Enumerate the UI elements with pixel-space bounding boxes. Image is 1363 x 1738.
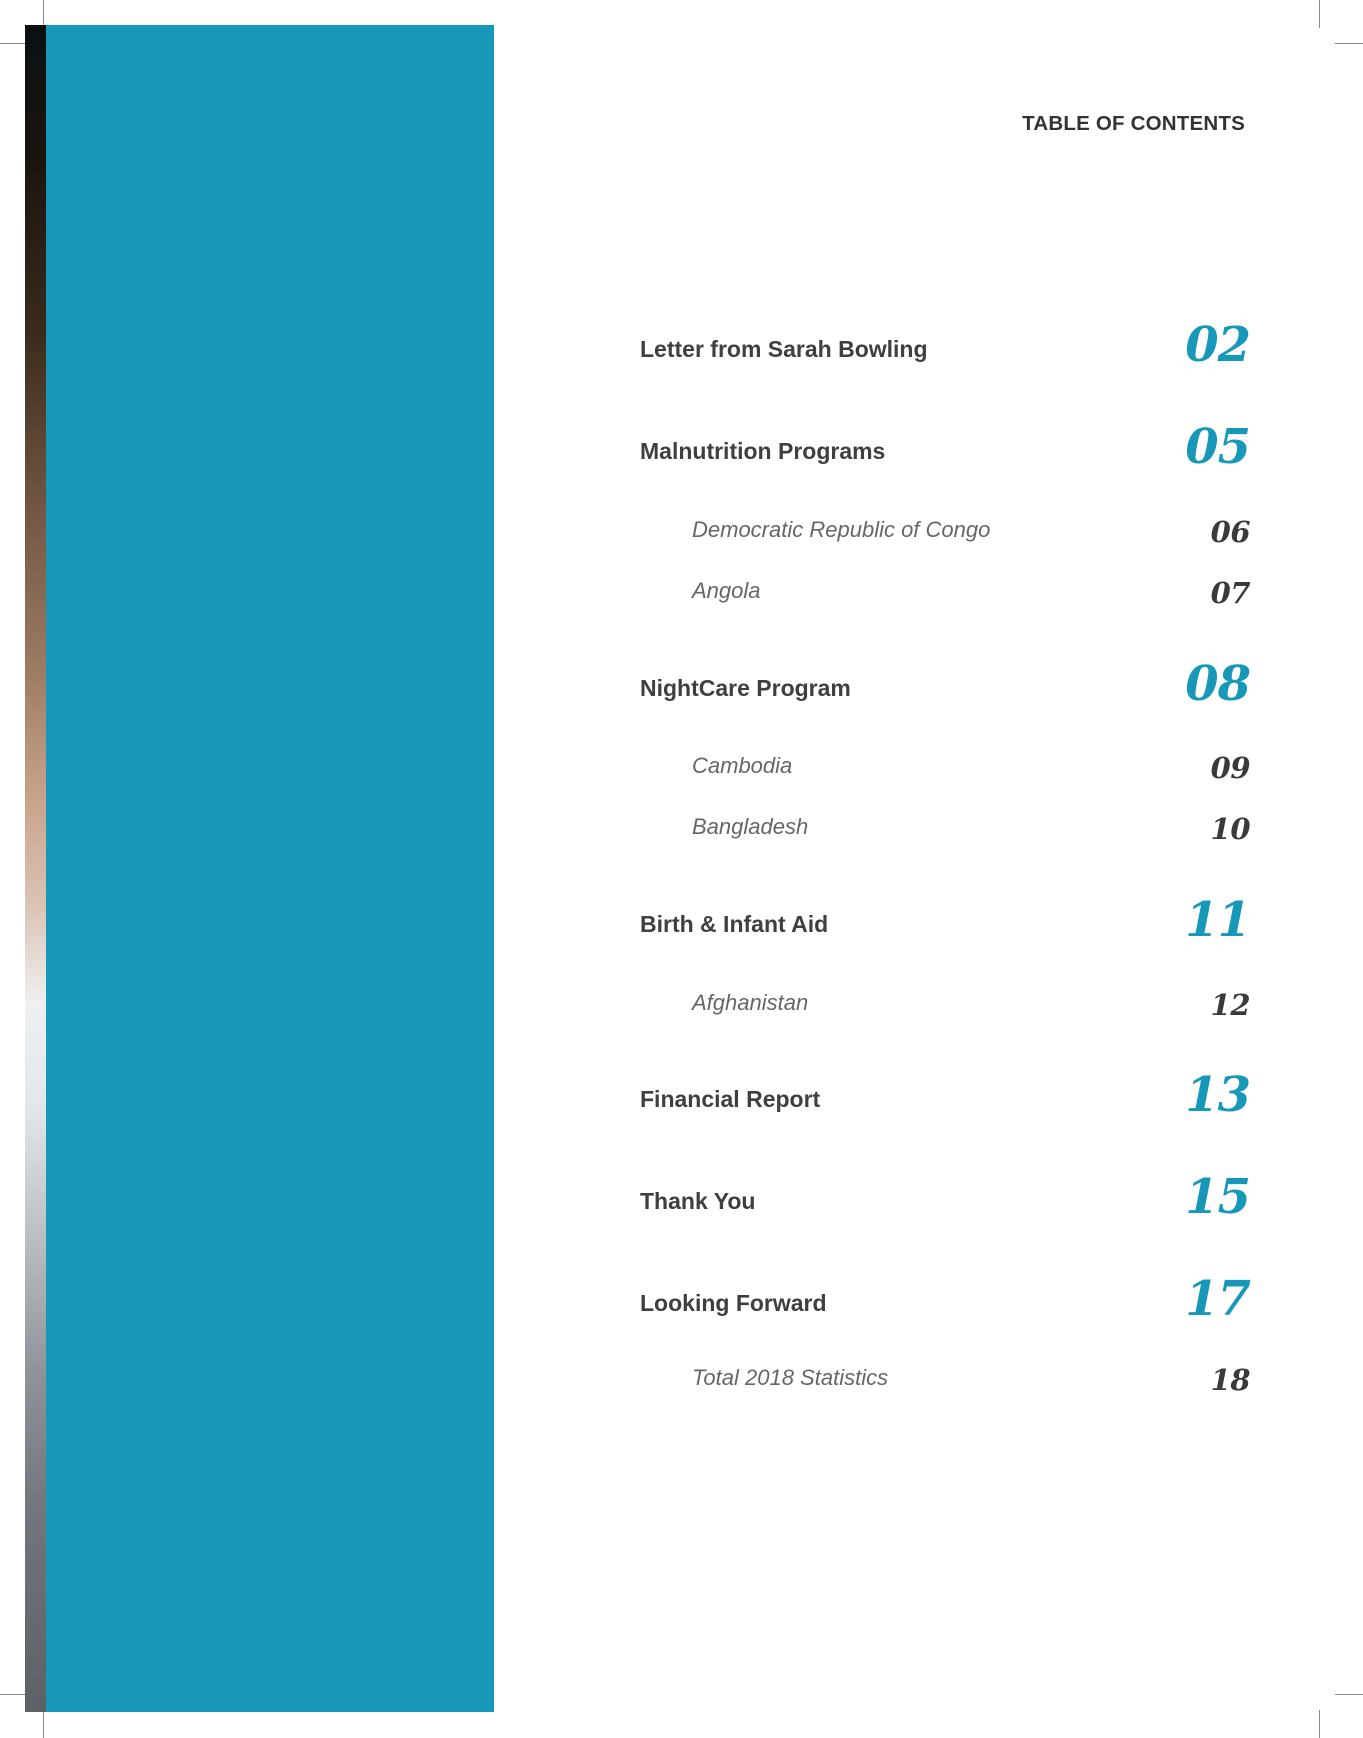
- toc-subentry-label: Cambodia: [692, 753, 793, 778]
- crop-mark-top-left-vertical: [43, 0, 44, 28]
- toc-subentry: [640, 729, 1250, 789]
- toc-subentry-label: Angola: [692, 578, 761, 603]
- toc-entry-label: Financial Report: [640, 1086, 821, 1112]
- toc-entry: [640, 1267, 1250, 1327]
- toc-subentry-label: Afghanistan: [692, 990, 809, 1015]
- toc-subentry: [640, 554, 1250, 614]
- photo-strip: [25, 25, 46, 1712]
- toc-entry: [640, 1165, 1250, 1225]
- toc-entry-page-number: 02: [1185, 317, 1250, 373]
- toc-subentry-page-number: 10: [1210, 812, 1250, 846]
- crop-mark-top-left-horizontal: [0, 43, 28, 44]
- toc-subentry-page-number: 12: [1210, 988, 1250, 1022]
- toc-entry: [640, 1063, 1250, 1123]
- toc-entry-page-number: 08: [1185, 656, 1250, 712]
- crop-mark-top-right-vertical: [1319, 0, 1320, 28]
- toc-subentry: [640, 493, 1250, 553]
- toc-subentry-label: Democratic Republic of Congo: [692, 517, 991, 542]
- toc-entry: [640, 313, 1250, 373]
- toc-entry-page-number: 17: [1185, 1271, 1250, 1327]
- crop-mark-bottom-left-vertical: [43, 1710, 44, 1738]
- toc-subentry: [640, 1341, 1250, 1401]
- page-title: TABLE OF CONTENTS: [1022, 112, 1245, 135]
- crop-mark-bottom-left-horizontal: [0, 1694, 28, 1695]
- teal-color-panel: [46, 25, 494, 1712]
- toc-subentry-label: Bangladesh: [692, 814, 809, 839]
- toc-entry: [640, 888, 1250, 948]
- crop-mark-bottom-right-horizontal: [1335, 1694, 1363, 1695]
- toc-entry-page-number: 11: [1185, 892, 1250, 948]
- toc-entry-page-number: 15: [1185, 1169, 1250, 1225]
- toc-subentry: [640, 966, 1250, 1026]
- toc-entry-label: Looking Forward: [640, 1290, 827, 1316]
- toc-entry: [640, 415, 1250, 475]
- toc-subentry-label: Total 2018 Statistics: [692, 1365, 889, 1390]
- crop-mark-top-right-horizontal: [1335, 43, 1363, 44]
- crop-mark-bottom-right-vertical: [1319, 1710, 1320, 1738]
- toc-subentry-page-number: 06: [1210, 515, 1250, 549]
- toc-entry: [640, 652, 1250, 712]
- toc-entry-label: NightCare Program: [640, 675, 851, 701]
- toc-subentry-page-number: 18: [1210, 1363, 1250, 1397]
- toc-entry-label: Malnutrition Programs: [640, 438, 886, 464]
- toc-entry-label: Birth & Infant Aid: [640, 911, 829, 937]
- toc-subentry-page-number: 07: [1210, 576, 1250, 610]
- toc-subentry: [640, 790, 1250, 850]
- toc-entry-label: Thank You: [640, 1188, 756, 1214]
- toc-entry-page-number: 05: [1185, 419, 1250, 475]
- toc-entry-label: Letter from Sarah Bowling: [640, 336, 928, 362]
- toc-entry-page-number: 13: [1185, 1067, 1250, 1123]
- toc-subentry-page-number: 09: [1210, 751, 1250, 785]
